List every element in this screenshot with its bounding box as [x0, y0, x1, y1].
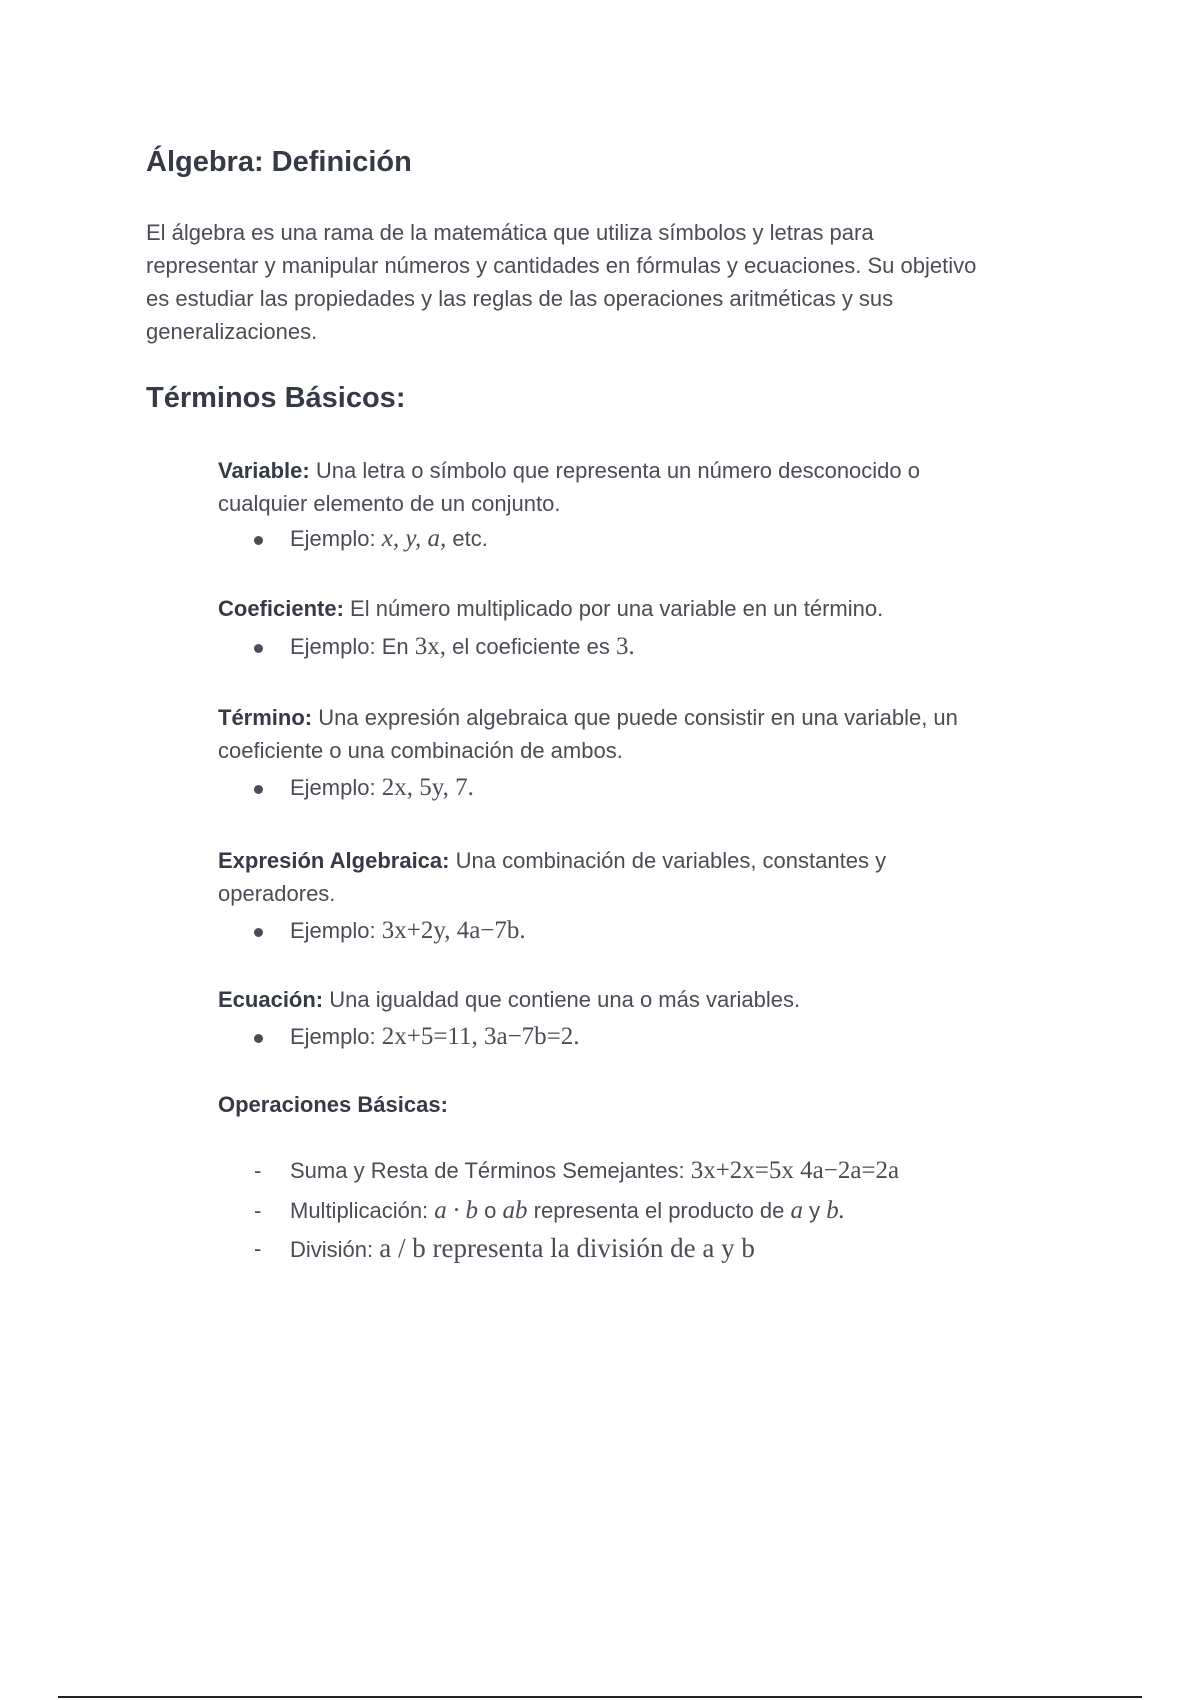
operations-heading: Operaciones Básicas:	[218, 1092, 448, 1117]
example-expresion	[254, 914, 526, 947]
example-coeficiente	[254, 630, 635, 663]
example-text: el coeficiente es	[452, 634, 610, 659]
term-definition: coeficiente o una combinación de ambos.	[218, 738, 623, 763]
dash-marker: -	[254, 1236, 262, 1261]
operation-math: 3x+2x=5x 4a−2a=2a	[690, 1157, 900, 1184]
intro-line: El álgebra es una rama de la matemática que utiliza símbolos y letras para	[146, 220, 874, 245]
example-math: 3x,	[414, 633, 446, 660]
term-variable	[218, 454, 1058, 520]
intro-line: es estudiar las propiedades y las reglas de las operaciones aritméticas y sus	[146, 286, 894, 311]
term-label: Expresión Algebraica:	[218, 848, 450, 873]
term-label: Ecuación:	[218, 987, 324, 1012]
term-coeficiente	[218, 592, 1058, 625]
term-definition: Una igualdad que contiene una o más variables.	[329, 987, 801, 1012]
bullet-icon	[254, 928, 263, 937]
operation-text: representa el producto de	[533, 1198, 785, 1223]
operation-math: b.	[826, 1197, 846, 1224]
term-definition: El número multiplicado por una variable en un término.	[350, 596, 884, 621]
term-label: Variable:	[218, 458, 310, 483]
term-termino	[218, 701, 1058, 767]
example-prefix: Ejemplo:	[290, 1024, 376, 1049]
example-prefix: Ejemplo: En	[290, 634, 409, 659]
bullet-icon	[254, 536, 263, 545]
page-bottom-rule	[58, 1696, 1142, 1698]
term-definition: Una combinación de variables, constantes y	[455, 848, 887, 873]
example-prefix: Ejemplo:	[290, 526, 376, 551]
term-ecuacion	[218, 983, 1058, 1016]
example-math: x, y, a,	[381, 525, 447, 552]
example-math: 3x+2y, 4a−7b.	[381, 917, 526, 944]
operation-multiplicacion	[254, 1194, 846, 1227]
term-label: Término:	[218, 705, 313, 730]
term-definition: Una expresión algebraica que puede consistir en una variable, un	[318, 705, 958, 730]
term-definition: Una letra o símbolo que representa un número desconocido o	[315, 458, 920, 483]
operation-text: Multiplicación:	[290, 1198, 429, 1223]
example-math: 2x, 5y, 7.	[381, 774, 474, 801]
bullet-icon	[254, 1034, 263, 1043]
operation-text: o	[484, 1198, 497, 1223]
example-ecuacion	[254, 1020, 580, 1053]
term-label: Coeficiente:	[218, 596, 344, 621]
operation-text: Suma y Resta de Términos Semejantes:	[290, 1158, 685, 1183]
intro-line: generalizaciones.	[146, 319, 318, 344]
operation-suma	[254, 1154, 900, 1187]
bullet-icon	[254, 785, 263, 794]
bullet-icon	[254, 644, 263, 653]
operation-math: a / b representa la división de a y b	[379, 1233, 755, 1263]
example-math: 3.	[616, 633, 635, 660]
example-suffix: etc.	[452, 526, 488, 551]
example-variable	[254, 522, 488, 555]
page-title: Álgebra: Definición	[146, 146, 412, 178]
operation-division	[254, 1232, 755, 1266]
section-title: Términos Básicos:	[146, 382, 406, 414]
intro-paragraph	[146, 216, 1066, 348]
operation-math: a	[790, 1197, 804, 1224]
dash-marker: -	[254, 1198, 262, 1223]
operation-text: y	[809, 1198, 821, 1223]
example-prefix: Ejemplo:	[290, 918, 376, 943]
term-definition: operadores.	[218, 881, 336, 906]
operation-math: ab	[502, 1197, 528, 1224]
term-expresion	[218, 844, 1058, 910]
example-math: 2x+5=11, 3a−7b=2.	[381, 1023, 580, 1050]
example-prefix: Ejemplo:	[290, 775, 376, 800]
intro-line: representar y manipular números y cantidades en fórmulas y ecuaciones. Su objetivo	[146, 253, 977, 278]
example-termino	[254, 771, 474, 804]
dash-marker: -	[254, 1158, 262, 1183]
operation-math: a · b	[434, 1197, 479, 1224]
term-definition: cualquier elemento de un conjunto.	[218, 491, 561, 516]
operation-text: División:	[290, 1237, 374, 1262]
